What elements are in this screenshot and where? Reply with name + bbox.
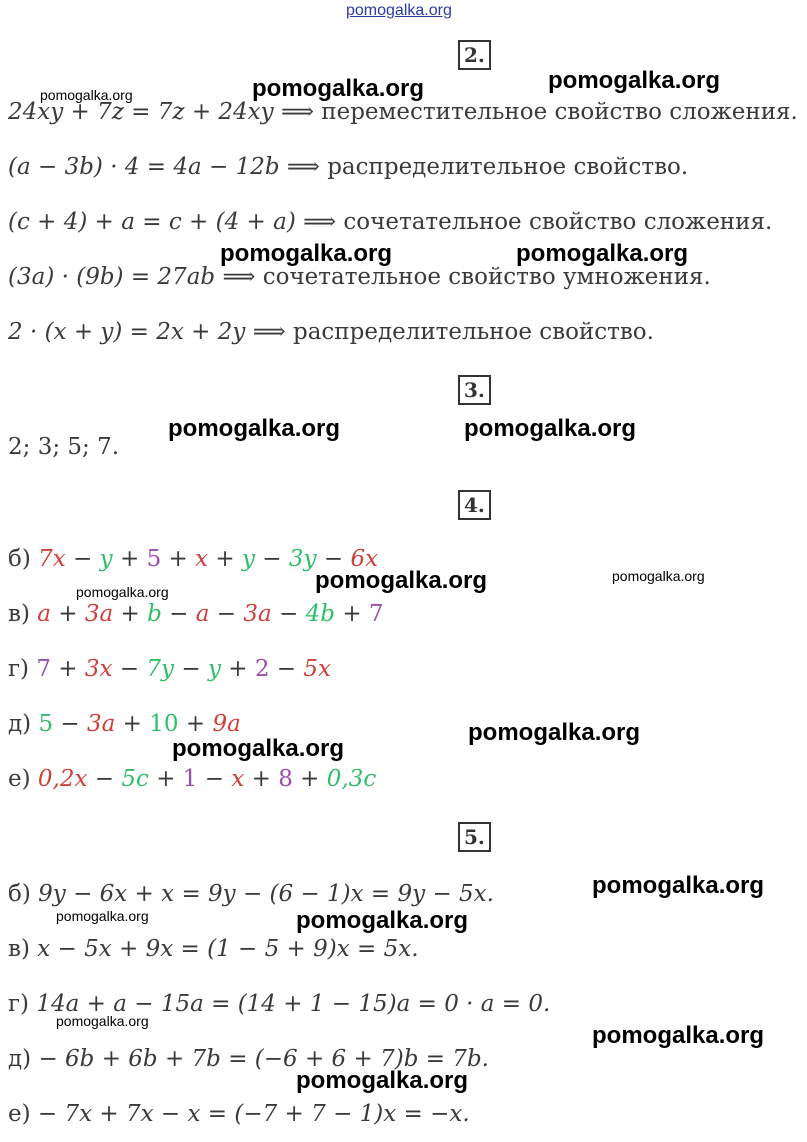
watermark: pomogalka.org: [56, 908, 149, 924]
task2-line-5: 2 · (x + y) = 2x + 2y ⟹ распределительное свойство.: [8, 319, 654, 345]
watermark: pomogalka.org: [296, 1067, 469, 1094]
section-number-2: 2.: [458, 40, 491, 70]
task4-item-d: д) 5 − 3a + 10 + 9a: [8, 711, 241, 737]
task4-item-v: в) a + 3a + b − a − 3a − 4b + 7: [8, 601, 384, 627]
section-number-4: 4.: [458, 490, 491, 520]
task5-item-b: б) 9y − 6x + x = 9y − (6 − 1)x = 9y − 5x.: [8, 881, 494, 907]
task5-item-g: г) 14a + a − 15a = (14 + 1 − 15)a = 0 · a = 0.: [8, 991, 551, 1017]
watermark: pomogalka.org: [468, 719, 641, 746]
watermark: pomogalka.org: [56, 1013, 149, 1029]
site-link[interactable]: pomogalka.org: [346, 2, 452, 19]
section-number-5: 5.: [458, 822, 491, 852]
task2-line-2: (a − 3b) · 4 = 4a − 12b ⟹ распределительное свойство.: [8, 154, 689, 180]
task2-line-3: (c + 4) + a = c + (4 + a) ⟹ сочетательное свойство сложения.: [8, 209, 773, 235]
watermark: pomogalka.org: [76, 584, 169, 600]
task5-item-d: д) − 6b + 6b + 7b = (−6 + 6 + 7)b = 7b.: [8, 1046, 489, 1072]
task4-item-g: г) 7 + 3x − 7y − y + 2 − 5x: [8, 656, 332, 682]
task3-answer: 2; 3; 5; 7.: [8, 434, 120, 460]
watermark: pomogalka.org: [220, 240, 393, 267]
watermark: pomogalka.org: [40, 87, 133, 103]
watermark: pomogalka.org: [516, 240, 689, 267]
watermark: pomogalka.org: [592, 872, 765, 899]
task4-item-b: б) 7x − y + 5 + x + y − 3y − 6x: [8, 546, 379, 572]
task2-line-1: 24xy + 7z = 7z + 24xy ⟹ переместительное свойство сложения.: [8, 99, 798, 125]
task5-item-e: е) − 7x + 7x − x = (−7 + 7 − 1)x = −x.: [8, 1101, 470, 1127]
watermark: pomogalka.org: [548, 67, 721, 94]
watermark: pomogalka.org: [296, 907, 469, 934]
watermark: pomogalka.org: [592, 1022, 765, 1049]
watermark: pomogalka.org: [172, 735, 345, 762]
watermark: pomogalka.org: [612, 568, 705, 584]
watermark: pomogalka.org: [464, 415, 637, 442]
task5-item-v: в) x − 5x + 9x = (1 − 5 + 9)x = 5x.: [8, 936, 419, 962]
task2-line-4: (3a) · (9b) = 27ab ⟹ сочетательное свойство умножения.: [8, 264, 711, 290]
watermark: pomogalka.org: [315, 567, 488, 594]
section-number-3: 3.: [458, 375, 491, 405]
watermark: pomogalka.org: [252, 75, 425, 102]
task4-item-e: е) 0,2x − 5c + 1 − x + 8 + 0,3c: [8, 766, 377, 792]
watermark: pomogalka.org: [168, 415, 341, 442]
